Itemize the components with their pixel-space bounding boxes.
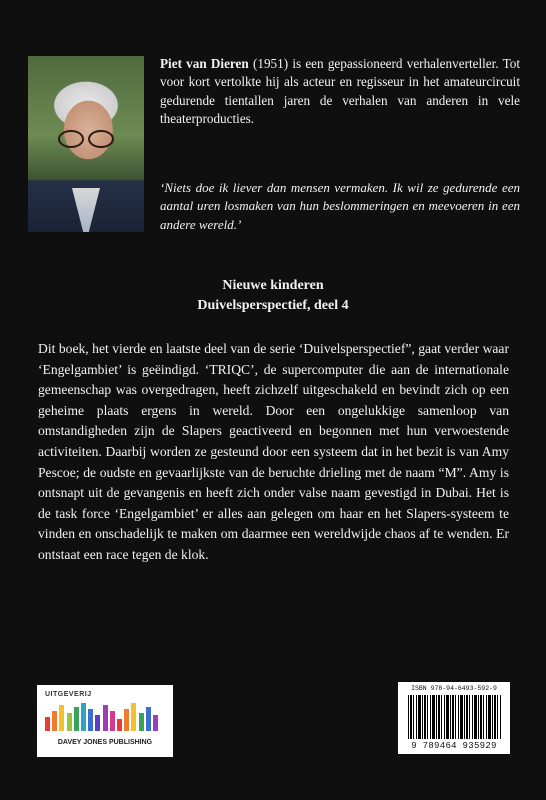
book-blurb: Dit boek, het vierde en laatste deel van de serie ‘Duivelsperspectief”, gaat verder waar ‘Engelgambiet’ is geëindigd. ‘TRIQC’, de supercomputer die aan de internationale gemeenschap was overgedragen, heeft zichzelf uitgeschakeld en bevindt zich op een geheime plaats ergens in wereld. Door een ongelukkige samenloop van omstandigheden zijn de Slapers geactiveerd en begonnen met hun verwoestende activiteiten. Daarbij worden ze gesteund door een systeem dat in het bezit is van Amy Pescoe; de oudste en gevaarlijkste van de beruchte drieling met de naam “M”. Amy is ontsnapt uit de gevangenis en heeft zich onder valse naam gevestigd in Dubai. Het is de task force ‘Engelgambiet’ er alles aan gelegen om haar en het Slapers-systeem te vinden en onschadelijk te maken om daarmee een wereldwijde chaos af te wenden. Er ontstaat een race tegen de klok. xyxy=(38,341,509,562)
publisher-logo xyxy=(37,685,173,757)
logo-bar xyxy=(124,709,129,731)
glasses-icon xyxy=(58,130,114,146)
book-title-block xyxy=(0,276,546,316)
barcode-lines xyxy=(408,695,502,739)
logo-bar xyxy=(110,711,115,731)
logo-bar xyxy=(45,717,50,731)
shirt-collar xyxy=(72,188,100,232)
logo-bar xyxy=(59,705,64,731)
publisher-name: DAVEY JONES PUBLISHING xyxy=(57,739,153,746)
author-bio-text: (1951) is een gepassioneerd verhalenverteller. Tot voor kort vertolkte hij als acteur en regisseur in het amateurcircuit gedurende tientallen jaren de verhalen van anderen in vele theaterproducties. xyxy=(160,56,520,126)
isbn-barcode xyxy=(398,682,510,754)
logo-bar xyxy=(95,715,100,731)
publisher-label: UITGEVERIJ xyxy=(45,691,92,698)
logo-bar xyxy=(88,709,93,731)
logo-bar xyxy=(74,707,79,731)
book-title: Nieuwe kinderen xyxy=(222,278,324,293)
isbn-text: ISBN 978-94-6493-592-9 xyxy=(411,685,497,692)
author-photo xyxy=(28,56,144,232)
author-name: Piet van Dieren xyxy=(160,56,249,71)
publisher-logo-bars xyxy=(45,703,165,731)
book-subtitle: Duivelsperspectief, deel 4 xyxy=(197,298,349,313)
logo-bar xyxy=(139,713,144,731)
logo-bar xyxy=(81,703,86,731)
logo-bar xyxy=(146,707,151,731)
logo-bar xyxy=(67,713,72,731)
author-bio xyxy=(160,55,520,128)
barcode-digits: 9 789464 935929 xyxy=(411,741,497,751)
logo-bar xyxy=(153,715,158,731)
author-quote: ‘Niets doe ik liever dan mensen vermaken. Ik wil ze gedurende een aantal uren losmaken van hun beslommeringen en meevoeren in een andere wereld.’ xyxy=(160,180,520,232)
logo-bar xyxy=(52,711,57,731)
logo-bar xyxy=(103,705,108,731)
logo-bar xyxy=(131,703,136,731)
logo-bar xyxy=(117,719,122,731)
